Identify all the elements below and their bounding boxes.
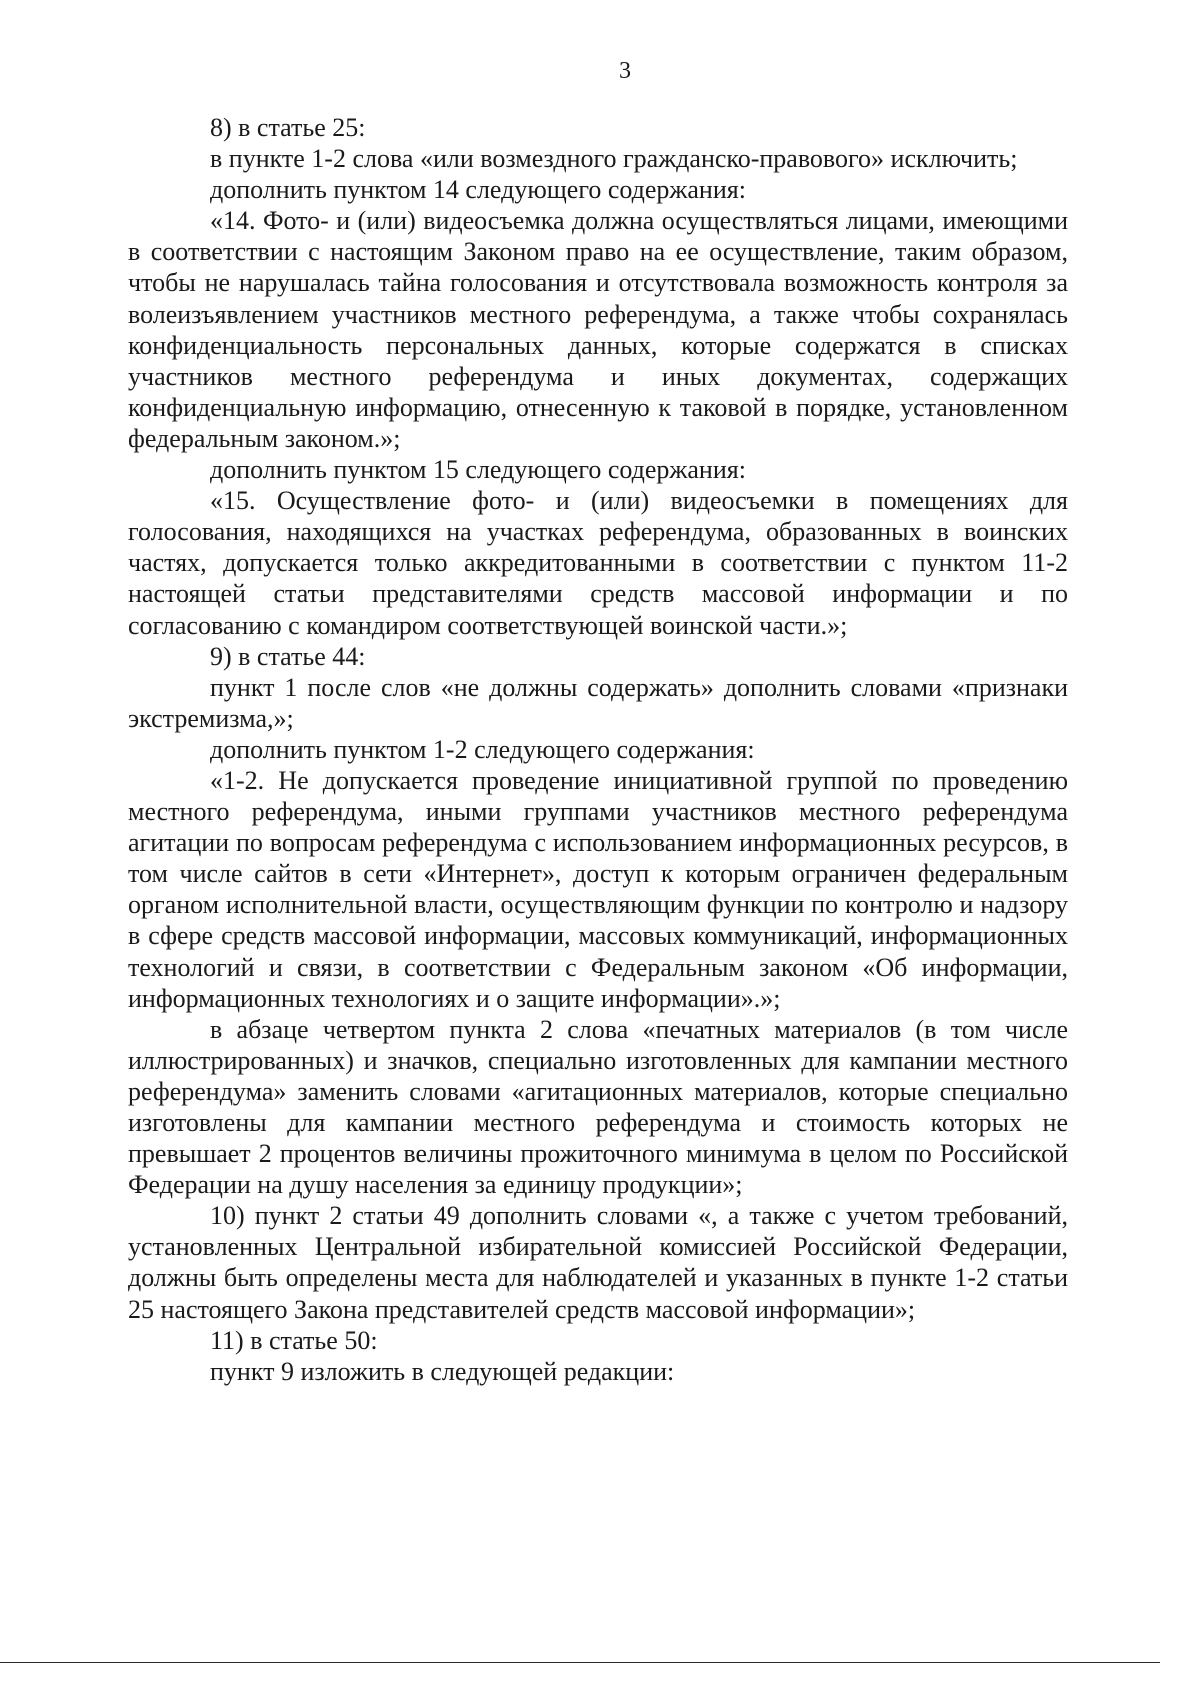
paragraph-article-50: 11) в статье 50: (210, 1325, 378, 1355)
paragraph: «1-2. Не допускается проведение инициативной группой по проведению местного референдума, иными группами участников местного референдума агитации по вопросам референдума с использованием информационных ресурсов, в том числе сайтов в сети «Интернет», доступ к которым ограничен федеральным органом исполнительной власти, осуществляющим функции по контролю и надзору в сфере средств массовой информации, массовых коммуникаций, информационных технологий и связи, в соответствии с Федеральным законом «Об информации, информационных технологиях и о защите информации».»; (128, 765, 1068, 1013)
paragraph: пункт 1 после слов «не должны содержать» дополнить словами «признаки экстремизма,»; (128, 672, 1068, 733)
bottom-rule (0, 1662, 1160, 1663)
paragraph: дополнить пунктом 14 следующего содержания: (210, 175, 746, 205)
paragraph: «14. Фото- и (или) видеосъемка должна осуществляться лицами, имеющими в соответствии с настоящим Законом право на ее осуществление, таким образом, чтобы не нарушалась тайна голосования и отсутствовала возможность контроля за волеизъявлением участников местного референдума, а также чтобы сохранялась конфиденциальность персональных данных, которые содержатся в списках участников местного референдума и иных документах, содержащих конфиденциальную информацию, отнесенную к таковой в порядке, установленном федеральным законом.»; (128, 206, 1068, 453)
paragraph: «15. Осуществление фото- и (или) видеосъемки в помещениях для голосования, находящихся на участках референдума, образованных в воинских частях, допускается только аккредитованными в соответствии с пунктом 11-2 настоящей статьи представителями средств массовой информации и по согласованию с командиром соответствующей воинской части.»; (128, 486, 1068, 640)
paragraph-article-49: 10) пункт 2 статьи 49 дополнить словами «, а также с учетом требований, установленных Центральной избирательной комиссией Российской Федерации, должны быть определены места для наблюдателей и указанных в пункте 1-2 статьи 25 настоящего Закона представителей средств массовой информации»; (128, 1201, 1068, 1324)
paragraph: дополнить пунктом 1-2 следующего содержания: (210, 734, 755, 764)
paragraph: пункт 9 изложить в следующей редакции: (210, 1356, 675, 1386)
paragraph: дополнить пунктом 15 следующего содержания: (210, 455, 746, 485)
document-body (128, 112, 1068, 1387)
paragraph: в абзаце четвертом пункта 2 слова «печатных материалов (в том числе иллюстрированных) и значков, специально изготовленных для кампании местного референдума» заменить словами «агитационных материалов, которые специально изготовлены для кампании местного референдума и стоимость которых не превышает 2 процентов величины прожиточного минимума в целом по Российской Федерации на душу населения за единицу продукции»; (128, 1014, 1068, 1200)
paragraph-article-44: 9) в статье 44: (210, 641, 366, 671)
paragraph: в пункте 1-2 слова «или возмездного гражданско-правового» исключить; (210, 144, 1018, 174)
page-number: 3 (619, 58, 631, 84)
paragraph-article-25: 8) в статье 25: (210, 113, 366, 142)
